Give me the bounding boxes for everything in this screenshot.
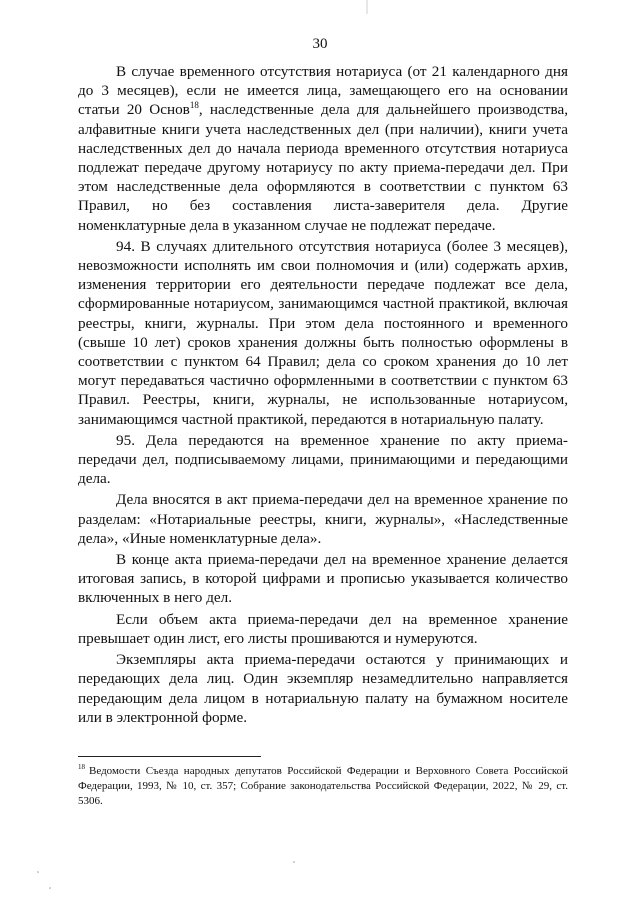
paragraph-94: 94. В случаях длительного отсутствия нотариуса (более 3 месяцев), невозможности исполнять им свои полномочия и (или) содержать архив, изменения территории его деятельности передаче подлежат все дела, сформированные нотариусом, занимающимся частной практикой, включая реестры, книги, журналы. При этом дела постоянного и временного (свыше 10 лет) сроков хранения должны быть полностью оформлены в соответствии с пунктом 64 Правил; дела со сроком хранения до 10 лет могут передаваться частично оформленными в соответствии с пунктом 63 Правил. Реестры, книги, журналы, не использованные нотариусом, занимающимся частной практикой, передаются в нотариальную палату. — [78, 237, 568, 428]
footnote-text: Ведомости Съезда народных депутатов Российской Федерации и Верховного Совета Российской Федерации, 1993, № 10, ст. 357; Собрание законодательства Российской Федерации, 2022, № 29, ст. 5306. — [78, 765, 568, 807]
paragraph-final-entry: В конце акта приема-передачи дел на временное хранение делается итоговая запись, в которой цифрами и прописью указывается количество включенных в него дел. — [78, 551, 568, 607]
scan-speck — [293, 861, 295, 863]
paragraph-act-sections: Дела вносятся в акт приема-передачи дел на временное хранение по разделам: «Нотариальные реестры, книги, журналы», «Наследственные дела», «Иные номенклатурные дела». — [78, 491, 568, 547]
paragraph-text: В случае временного отсутствия нотариуса (от 21 календарного дня до 3 месяцев), если не имеется лица, замещающего его на основании статьи 20 Основ — [78, 63, 568, 119]
paragraph-multi-sheet: Если объем акта приема-передачи дел на временное хранение превышает один лист, его листы прошиваются и нумеруются. — [78, 610, 568, 647]
paragraph-text: , наследственные дела для дальнейшего производства, алфавитные книги учета наследственных дел (при наличии), книги учета наследственных дел до начала периода временного отсутствия нотариуса подлежат передаче другому нотариусу по акту приема-передачи дел. При этом наследственные дела оформляются в соответствии с пунктом 63 Правил, но без составления листа-заверителя дела. Другие номенклатурные дела в указанном случае не подлежат передаче. — [78, 101, 568, 234]
paragraph-95: 95. Дела передаются на временное хранение по акту приема-передачи дел, подписываемому лицами, принимающими и передающими дела. — [78, 431, 568, 488]
paragraph-copies: Экземпляры акта приема-передачи остаются у принимающих и передающих дела лиц. Один экземпляр незамедлительно направляется передающим дела лицом в нотариальную палату на бумажном носителе или в электронной форме. — [78, 651, 568, 726]
scan-speck — [37, 871, 39, 873]
page-number: 30 — [312, 36, 328, 52]
footnote-reference[interactable]: 18 — [189, 100, 199, 111]
footnote-marker: 18 — [78, 763, 85, 772]
scan-speck — [49, 887, 51, 889]
